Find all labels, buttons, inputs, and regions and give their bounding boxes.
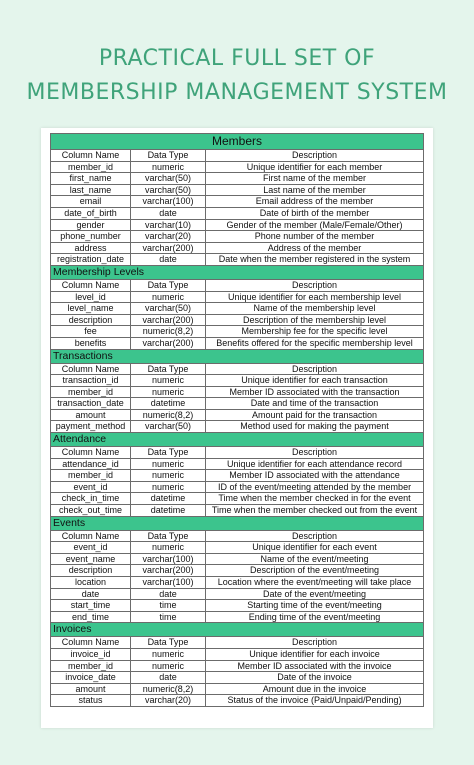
cell-column-name: amount [51, 683, 131, 695]
column-header: Data Type [131, 637, 206, 649]
cell-description: Phone number of the member [206, 231, 424, 243]
column-header: Column Name [51, 279, 131, 291]
cell-description: Name of the event/meeting [206, 553, 424, 565]
cell-data-type: varchar(50) [131, 184, 206, 196]
cell-description: Starting time of the event/meeting [206, 600, 424, 612]
table-row [51, 505, 424, 517]
column-header: Column Name [51, 447, 131, 459]
table-main-header-row [51, 134, 424, 150]
cell-description: Member ID associated with the invoice [206, 660, 424, 672]
cell-column-name: amount [51, 409, 131, 421]
table-row [51, 375, 424, 387]
cell-data-type: varchar(200) [131, 242, 206, 254]
cell-description: Location where the event/meeting will take place [206, 577, 424, 589]
cell-data-type: varchar(20) [131, 695, 206, 707]
table-row [51, 303, 424, 315]
cell-description: Date of the event/meeting [206, 588, 424, 600]
section-title: Attendance [51, 433, 424, 447]
column-header: Data Type [131, 150, 206, 162]
cell-column-name: registration_date [51, 254, 131, 266]
cell-description: Description of the membership level [206, 314, 424, 326]
cell-data-type: datetime [131, 493, 206, 505]
cell-description: Date and time of the transaction [206, 398, 424, 410]
cell-data-type: varchar(50) [131, 303, 206, 315]
cell-column-name: event_id [51, 481, 131, 493]
table-row [51, 672, 424, 684]
cell-data-type: numeric(8,2) [131, 409, 206, 421]
cell-column-name: first_name [51, 173, 131, 185]
cell-column-name: phone_number [51, 231, 131, 243]
section-title: Membership Levels [51, 265, 424, 279]
cell-description: Method used for making the payment [206, 421, 424, 433]
table-row [51, 553, 424, 565]
cell-description: Amount paid for the transaction [206, 409, 424, 421]
table-row [51, 291, 424, 303]
cell-column-name: transaction_id [51, 375, 131, 387]
cell-column-name: payment_method [51, 421, 131, 433]
cell-description: Member ID associated with the transaction [206, 386, 424, 398]
table-row [51, 337, 424, 349]
cell-data-type: varchar(200) [131, 337, 206, 349]
column-header: Data Type [131, 447, 206, 459]
column-header: Description [206, 447, 424, 459]
table-row [51, 398, 424, 410]
table-row [51, 588, 424, 600]
spreadsheet-sheet [41, 128, 433, 728]
section-title: Invoices [51, 623, 424, 637]
cell-column-name: event_name [51, 553, 131, 565]
cell-column-name: email [51, 196, 131, 208]
cell-description: Gender of the member (Male/Female/Other) [206, 219, 424, 231]
cell-data-type: numeric [131, 375, 206, 387]
cell-data-type: numeric [131, 481, 206, 493]
cell-description: Unique identifier for each attendance record [206, 458, 424, 470]
cell-description: Date of the invoice [206, 672, 424, 684]
table-row [51, 493, 424, 505]
cell-description: Unique identifier for each membership level [206, 291, 424, 303]
column-header: Data Type [131, 363, 206, 375]
cell-data-type: varchar(100) [131, 577, 206, 589]
cell-column-name: event_id [51, 542, 131, 554]
cell-description: ID of the event/meeting attended by the member [206, 481, 424, 493]
section-title: Events [51, 516, 424, 530]
table-row [51, 577, 424, 589]
column-header-row [51, 447, 424, 459]
cell-data-type: numeric [131, 161, 206, 173]
cell-description: Membership fee for the specific level [206, 326, 424, 338]
schema-table [50, 133, 424, 707]
cell-data-type: varchar(50) [131, 173, 206, 185]
cell-data-type: numeric(8,2) [131, 683, 206, 695]
cell-description: Date of birth of the member [206, 207, 424, 219]
cell-description: Unique identifier for each invoice [206, 648, 424, 660]
table-row [51, 470, 424, 482]
table-row [51, 695, 424, 707]
cell-data-type: date [131, 672, 206, 684]
cell-data-type: varchar(100) [131, 553, 206, 565]
column-header-row [51, 150, 424, 162]
table-row [51, 421, 424, 433]
section-header-row [51, 433, 424, 447]
cell-description: Ending time of the event/meeting [206, 611, 424, 623]
cell-description: Last name of the member [206, 184, 424, 196]
table-row [51, 207, 424, 219]
cell-description: Unique identifier for each transaction [206, 375, 424, 387]
cell-description: Status of the invoice (Paid/Unpaid/Pending) [206, 695, 424, 707]
cell-column-name: member_id [51, 470, 131, 482]
cell-description: Name of the membership level [206, 303, 424, 315]
cell-column-name: member_id [51, 660, 131, 672]
column-header: Column Name [51, 363, 131, 375]
cell-data-type: date [131, 588, 206, 600]
cell-description: Address of the member [206, 242, 424, 254]
column-header-row [51, 530, 424, 542]
column-header-row [51, 637, 424, 649]
column-header: Description [206, 150, 424, 162]
cell-column-name: level_name [51, 303, 131, 315]
cell-description: Unique identifier for each member [206, 161, 424, 173]
cell-column-name: description [51, 565, 131, 577]
cell-description: Amount due in the invoice [206, 683, 424, 695]
table-row [51, 600, 424, 612]
cell-description: Date when the member registered in the system [206, 254, 424, 266]
column-header: Description [206, 279, 424, 291]
cell-column-name: fee [51, 326, 131, 338]
cell-data-type: numeric(8,2) [131, 326, 206, 338]
section-header-row [51, 265, 424, 279]
cell-column-name: invoice_date [51, 672, 131, 684]
cell-description: Benefits offered for the specific membership level [206, 337, 424, 349]
cell-data-type: datetime [131, 398, 206, 410]
cell-column-name: member_id [51, 161, 131, 173]
table-row [51, 481, 424, 493]
table-row [51, 683, 424, 695]
column-header: Data Type [131, 279, 206, 291]
cell-data-type: numeric [131, 386, 206, 398]
cell-column-name: member_id [51, 386, 131, 398]
table-row [51, 326, 424, 338]
cell-data-type: numeric [131, 648, 206, 660]
cell-column-name: start_time [51, 600, 131, 612]
table-row [51, 231, 424, 243]
cell-data-type: time [131, 611, 206, 623]
cell-data-type: time [131, 600, 206, 612]
table-row [51, 161, 424, 173]
cell-column-name: end_time [51, 611, 131, 623]
table-row [51, 314, 424, 326]
page-title-line2: MEMBERSHIP MANAGEMENT SYSTEM [26, 80, 448, 105]
cell-column-name: address [51, 242, 131, 254]
column-header: Column Name [51, 150, 131, 162]
cell-description: Email address of the member [206, 196, 424, 208]
column-header: Description [206, 637, 424, 649]
cell-data-type: numeric [131, 542, 206, 554]
cell-description: Time when the member checked out from the event [206, 505, 424, 517]
cell-column-name: transaction_date [51, 398, 131, 410]
cell-data-type: varchar(200) [131, 565, 206, 577]
cell-column-name: last_name [51, 184, 131, 196]
cell-data-type: varchar(20) [131, 231, 206, 243]
table-row [51, 386, 424, 398]
cell-data-type: datetime [131, 505, 206, 517]
column-header-row [51, 363, 424, 375]
cell-data-type: varchar(200) [131, 314, 206, 326]
cell-data-type: numeric [131, 660, 206, 672]
table-row [51, 565, 424, 577]
column-header: Description [206, 530, 424, 542]
table-row [51, 254, 424, 266]
cell-description: Description of the event/meeting [206, 565, 424, 577]
section-header-row [51, 516, 424, 530]
column-header: Description [206, 363, 424, 375]
column-header: Column Name [51, 637, 131, 649]
cell-column-name: invoice_id [51, 648, 131, 660]
table-main-header: Members [51, 134, 424, 150]
cell-data-type: varchar(10) [131, 219, 206, 231]
cell-data-type: numeric [131, 470, 206, 482]
cell-data-type: varchar(50) [131, 421, 206, 433]
table-row [51, 173, 424, 185]
cell-data-type: varchar(100) [131, 196, 206, 208]
cell-data-type: numeric [131, 458, 206, 470]
cell-column-name: check_in_time [51, 493, 131, 505]
cell-description: Unique identifier for each event [206, 542, 424, 554]
cell-column-name: description [51, 314, 131, 326]
table-row [51, 242, 424, 254]
table-row [51, 196, 424, 208]
cell-description: First name of the member [206, 173, 424, 185]
cell-column-name: attendance_id [51, 458, 131, 470]
table-row [51, 184, 424, 196]
table-row [51, 648, 424, 660]
column-header: Column Name [51, 530, 131, 542]
table-row [51, 660, 424, 672]
table-row [51, 219, 424, 231]
cell-column-name: location [51, 577, 131, 589]
cell-column-name: benefits [51, 337, 131, 349]
table-row [51, 542, 424, 554]
cell-column-name: date_of_birth [51, 207, 131, 219]
section-header-row [51, 623, 424, 637]
table-row [51, 458, 424, 470]
page-title-line1: PRACTICAL FULL SET OF [98, 46, 376, 71]
cell-data-type: numeric [131, 291, 206, 303]
cell-data-type: date [131, 207, 206, 219]
cell-column-name: check_out_time [51, 505, 131, 517]
section-header-row [51, 349, 424, 363]
cell-description: Time when the member checked in for the event [206, 493, 424, 505]
table-row [51, 409, 424, 421]
cell-column-name: level_id [51, 291, 131, 303]
column-header: Data Type [131, 530, 206, 542]
cell-column-name: date [51, 588, 131, 600]
section-title: Transactions [51, 349, 424, 363]
cell-column-name: gender [51, 219, 131, 231]
column-header-row [51, 279, 424, 291]
table-row [51, 611, 424, 623]
cell-description: Member ID associated with the attendance [206, 470, 424, 482]
cell-data-type: date [131, 254, 206, 266]
cell-column-name: status [51, 695, 131, 707]
